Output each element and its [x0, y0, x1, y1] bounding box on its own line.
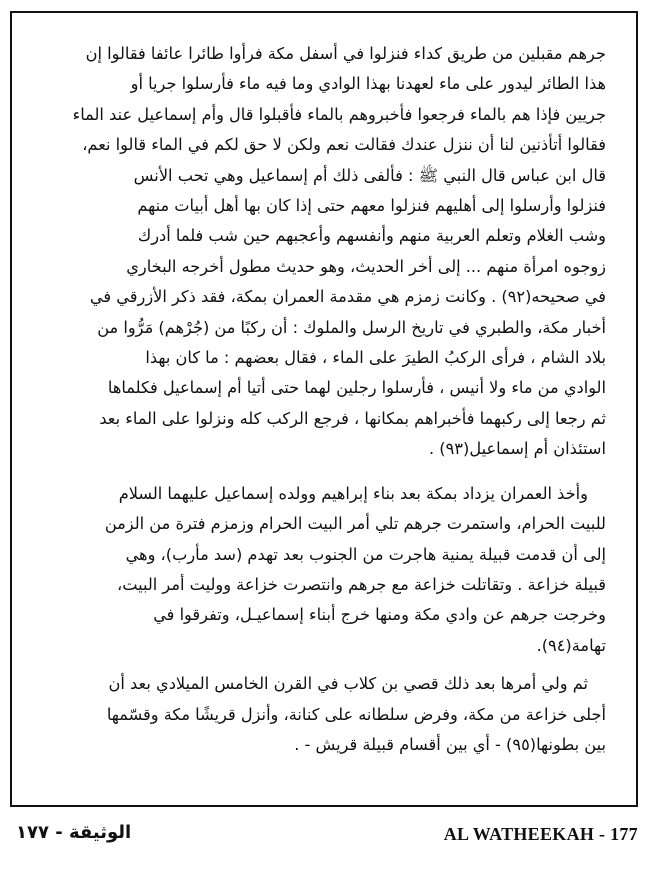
- paragraph-2: [42, 479, 606, 661]
- text-line: فقالوا أتأذنين لنا أن ننزل عندك فقالت نعم ولكن لا حق لكم في الماء قالوا نعم،: [82, 135, 606, 155]
- footer-page-number-arabic: الوثيقة - ١٧٧: [16, 822, 132, 843]
- text-line: الوادي من ماء ولا أنيس ، فأرسلوا رجلين لهما حتى أتيا أم إسماعيل فكلماها: [107, 378, 606, 398]
- text-line: للبيت الحرام، واستمرت جرهم تلي أمر البيت الحرام وزمزم فترة من الزمن: [104, 514, 606, 534]
- text-line: زوجوه امرأة منهم ... إلى أخر الحديث، وهو حديث مطول أخرجه البخاري: [126, 256, 606, 276]
- paragraph-1: [42, 39, 606, 465]
- footer-page-number-english: AL WATHEEKAH - 177: [443, 824, 638, 844]
- text-line: استئذان أم إسماعيل(٩٣) .: [429, 439, 606, 459]
- text-line: قبيلة خزاعة . وتقاتلت خزاعة مع جرهم وانتصرت خزاعة ووليت أمر البيت،: [116, 574, 606, 594]
- text-line: بين بطونها(٩٥) - أي بين أقسام قبيلة قريش - .: [294, 734, 606, 754]
- text-line: ثم رجعا إلى ركبهما فأخبراهم بمكانها ، فرجع الركب كله ونزلوا على الماء بعد: [99, 408, 606, 428]
- text-line: بلاد الشام ، فرأى الركبُ الطيرَ على الماء ، فقال بعضهم : ما كان بهذا: [145, 348, 606, 368]
- text-line: أجلى خزاعة من مكة، وفرض سلطانه على كنانة، وأنزل قريشًا مكة وقسّمها: [106, 704, 606, 724]
- text-line: فنزلوا وأرسلوا إلى أهليهم فنزلوا معهم حتى إذا كان بها أهل أبيات منهم: [137, 196, 606, 216]
- text-line: وخرجت جرهم عن وادي مكة ومنها خرج أبناء إسماعيـل، وتفرقوا في: [153, 605, 606, 625]
- text-line: وشب الغلام وتعلم العربية منهم وأنفسهم وأعجبهم حين شب فلما أدرك: [137, 226, 606, 246]
- text-line: وأخذ العمران يزداد بمكة بعد بناء إبراهيم وولده إسماعيل عليهما السلام: [118, 483, 588, 503]
- text-line: جرهم مقبلين من طريق كداء فنزلوا في أسفل مكة فرأوا طائرا عائفا فقالوا إن: [85, 44, 606, 63]
- text-line: قال ابن عباس قال النبي ﷺ : فألفى ذلك أم إسماعيل وهي تحب الأنس: [133, 165, 606, 185]
- paragraph-3: [42, 669, 606, 760]
- text-line: أخبار مكة، والطبري في تاريخ الرسل والملوك : أن ركبًا من (جُرْهم) مَرُّوا من: [97, 317, 606, 337]
- text-line: جريين فإذا هم بالماء فرجعوا فأخبروهم بالماء فأقبلوا قال وأم إسماعيل عند الماء: [72, 104, 606, 124]
- text-line: في صحيحه(٩٢) . وكانت زمزم هي مقدمة العمران بمكة، فقد ذكر الأزرقي في: [89, 287, 606, 307]
- text-line: إلى أن قدمت قبيلة يمنية هاجرت من الجنوب بعد تهدم (سد مأرب)، وهي: [125, 544, 606, 564]
- page-footer: [10, 812, 638, 852]
- text-line: تهامة(٩٤).: [536, 635, 606, 655]
- text-frame: [10, 11, 638, 807]
- text-line: هذا الطائر ليدور على ماء لعهدنا بهذا الوادي وما فيه ماء فأرسلوا جريا أو: [130, 74, 606, 94]
- text-line: ثم ولي أمرها بعد ذلك قصي بن كلاب في القرن الخامس الميلادي بعد أن: [108, 674, 588, 694]
